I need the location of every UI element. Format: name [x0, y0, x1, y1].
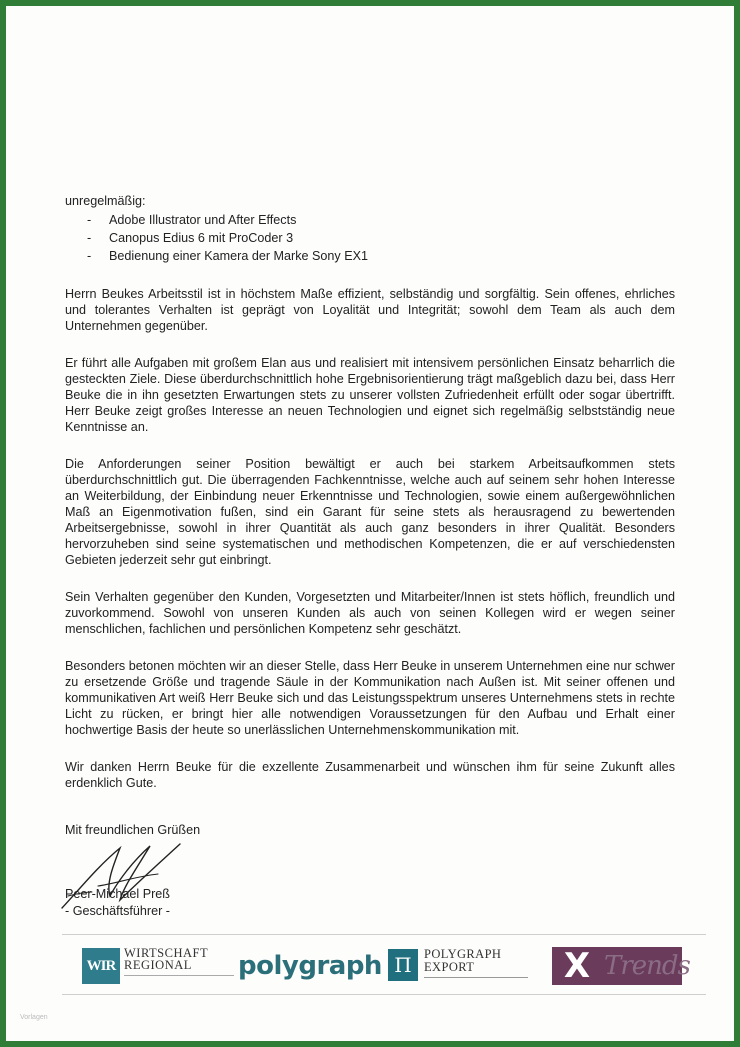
footer-divider-bottom	[62, 994, 706, 995]
paragraph-conduct: Sein Verhalten gegenüber den Kunden, Vorgesetzten und Mitarbeiter/Innen ist stets höflich, freundlich und zuvorkommend. Sowohl von unseren Kunden als auch von seinen Kollegen wird er wegen seiner menschlichen, fachlichen und persönlichen Kompetenz sehr geschätzt.	[65, 590, 675, 636]
tool-item: - Canopus Edius 6 mit ProCoder 3	[87, 229, 675, 247]
wr-line1: WIRTSCHAFT	[124, 946, 209, 960]
tool-item: - Adobe Illustrator und After Effects	[87, 211, 675, 229]
pe-line1: POLYGRAPH	[424, 947, 502, 961]
footer-divider-top	[62, 934, 706, 935]
signer-title: - Geschäftsführer -	[65, 904, 170, 918]
paragraph-performance: Er führt alle Aufgaben mit großem Elan aus und realisiert mit intensivem persönlichen Einsatz beharrlich die gesteckten Ziele. Diese überdurchschnittlich hohe Ergebnisorientierung trägt maßgeblich dazu bei, dass Herr Beuke die in ihn gesetzten Erwartungen stets zu unserer vollsten Zufriedenheit erfüllt oder sogar übertrifft. Herr Beuke zeigt großes Interesse an neuen Technologien und eignet sich regelmäßig selbstständig neue Kenntnisse an.	[65, 356, 675, 434]
tools-list	[65, 211, 675, 265]
paragraph-expertise: Die Anforderungen seiner Position bewältigt er auch bei starkem Arbeitsaufkommen stets überdurchschnittlich gut. Die überragenden Fachkenntnisse, welche auch auf seinem sehr hohen Interesse an Weiterbildung, der Einbindung neuer Erkenntnisse und Technologien, sowie einem außergewöhnlichen Maß an Eigenmotivation fußen, sind ein Garant für seine stets als herausragend zu bewertenden Arbeitsergebnisse, sowohl in ihrer Quantität als auch ganz besonders in ihrer Qualität. Besonders hervorzuheben sind seine systematischen und methodischen Kompetenzen, die er auf verschiedensten Gebieten jederzeit sehr gut einbringt.	[65, 457, 675, 567]
polygraph-export-text	[424, 948, 501, 974]
signer-name: Peer-Michael Preß	[65, 887, 170, 901]
paragraph-work-style: Herrn Beukes Arbeitsstil ist in höchstem Maße effizient, selbständig und sorgfältig. Sein offenes, ehrliches und tolerantes Verhalten ist geprägt von Loyalität und Integrität; sowohl dem Team als auch dem Unternehmen gegenüber.	[65, 287, 675, 333]
watermark-text: Vorlagen	[20, 1014, 48, 1021]
trends-word: Trends	[604, 951, 690, 981]
wirtschaft-regional-text	[124, 947, 208, 971]
trends-badge	[552, 946, 690, 986]
logo-wirtschaft-regional	[82, 942, 242, 990]
logo-polygraph-export	[388, 942, 538, 990]
intro-text: unregelmäßig:	[65, 194, 146, 208]
closing-greeting: Mit freundlichen Grüßen	[65, 823, 201, 837]
wr-line2: REGIONAL	[124, 958, 192, 972]
signer-block	[65, 886, 170, 920]
polygraph-export-badge: Π	[388, 949, 418, 981]
logo-polygraph: polygraph	[238, 951, 382, 981]
letter-body	[65, 193, 675, 791]
paragraph-communication: Besonders betonen möchten wir an dieser Stelle, dass Herr Beuke in unserem Unternehmen eine nur schwer zu ersetzende Größe und tragende Säule in der Kommunikation nach Außen ist. Mit seiner offenen und kommunikativen Art weiß Herr Beuke sich und das Leistungsspektrum unseres Unternehmens stets in rechte Licht zu rücken, er bringt hier alle notwendigen Voraussetzungen für den Aufbau und Erhalt einer hochwertige Basis der heute so unerlässlichen Unternehmenskommunikation mit.	[65, 659, 675, 737]
trends-x-mark: X	[563, 946, 591, 986]
wir-badge: WIR	[82, 948, 120, 984]
tool-item: - Bedienung einer Kamera der Marke Sony EX1	[87, 247, 675, 265]
paragraph-thanks: Wir danken Herrn Beuke für die exzellente Zusammenarbeit und wünschen ihm für seine Zukunft alles erdenklich Gute.	[65, 760, 675, 790]
footer-logos	[62, 942, 706, 990]
logo-trends	[552, 942, 690, 990]
wr-fineprint-lines	[124, 975, 234, 978]
pe-fineprint-lines	[424, 977, 528, 981]
pe-line2: EXPORT	[424, 960, 475, 974]
